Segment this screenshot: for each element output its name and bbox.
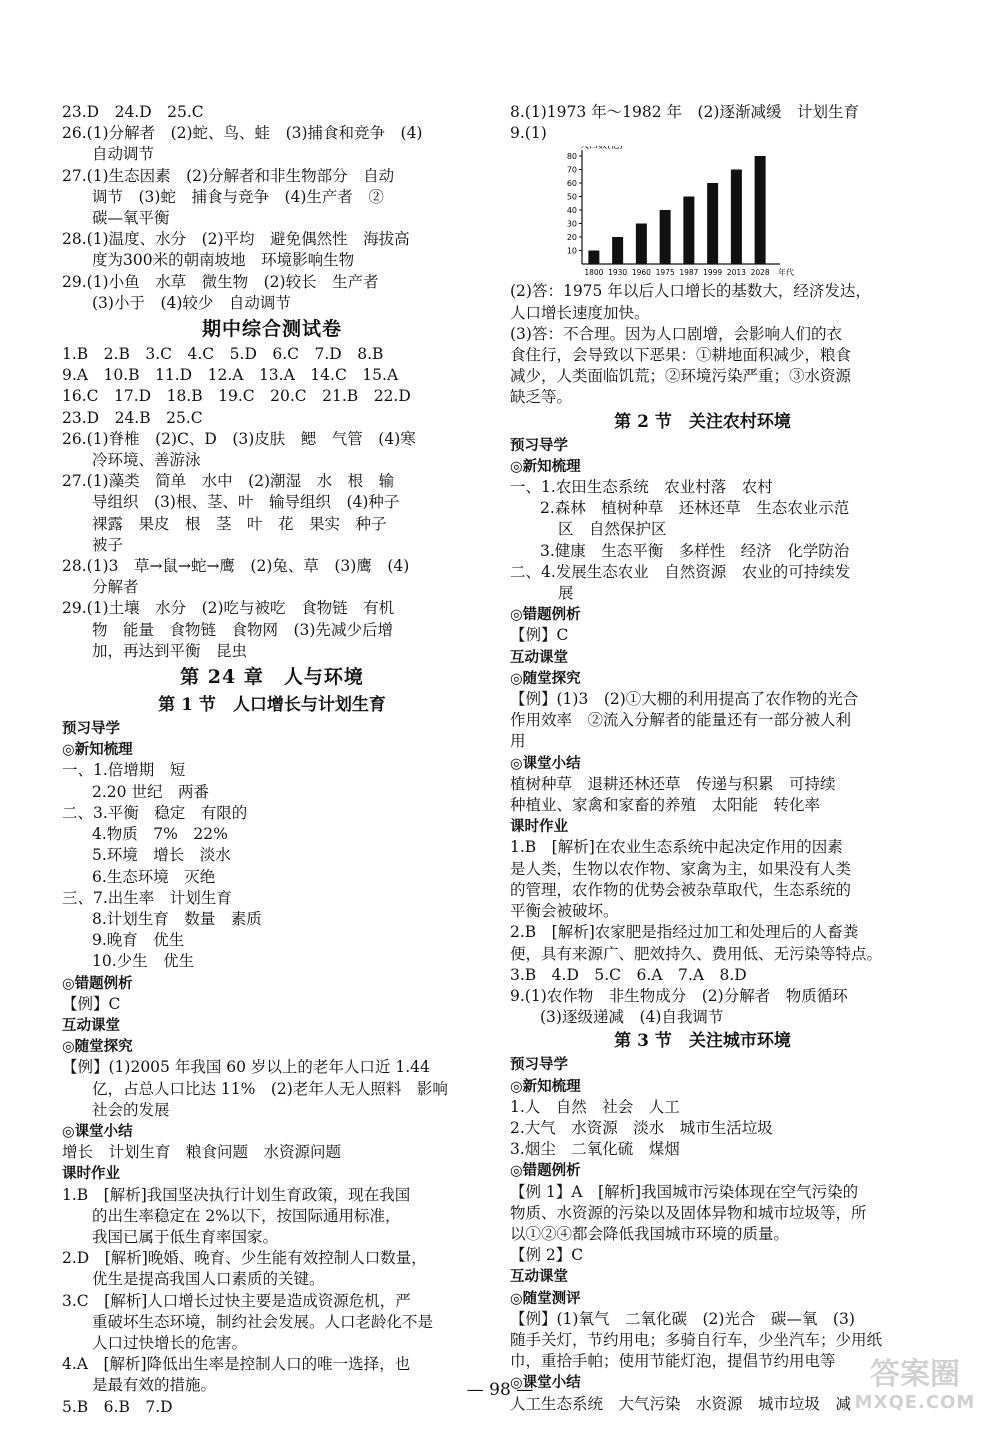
y-tick-label: 70	[566, 165, 577, 175]
answer-line: 巾，重拾手帕；使用节能灯泡，提倡节约用电等	[510, 1352, 836, 1371]
answer-line: 增长 计划生育 粮食问题 水资源问题	[62, 1143, 342, 1162]
x-tick-label: 2013	[726, 268, 746, 278]
answer-line: 人口增长速度加快。	[510, 303, 650, 322]
answer-line: 【例】C	[510, 626, 569, 645]
y-tick-label: 30	[566, 219, 577, 229]
answer-line: 23.D 24.D 25.C	[62, 103, 204, 121]
watermark-logo	[840, 1358, 990, 1414]
bar	[683, 197, 694, 265]
answer-continuation: 社会的发展	[92, 1100, 170, 1119]
answer-continuation: 是最有效的措施。	[92, 1376, 217, 1395]
answer-line: 9.(1)农作物 非生物成分 (2)分解者 物质循环	[510, 986, 848, 1005]
watermark-line2: MXQE.COM	[854, 1392, 976, 1413]
answer-line: 一、1.倍增期 短	[62, 761, 186, 780]
right-rest-block	[510, 281, 895, 1414]
x-tick-label: 1999	[703, 268, 723, 278]
answer-continuation: 导组织 (3)根、茎、叶 输导组织 (4)种子	[92, 493, 400, 512]
population-bar-chart	[540, 146, 795, 281]
subheading-label: 预习导学	[62, 720, 120, 738]
subheading-label: ◎错题例析	[62, 974, 133, 992]
answer-continuation: 亿，占总人口比达 11% (2)老年人无人照料 影响	[92, 1079, 448, 1098]
answer-continuation: 我国已属于低生育率国家。	[92, 1227, 279, 1246]
answer-continuation: 的出生率稳定在 2%以下，按国际通用标准，	[92, 1206, 401, 1225]
subheading-label: 互动课堂	[510, 1268, 568, 1286]
section-heading: 期中综合测试卷	[201, 318, 342, 341]
answer-continuation: 分解者	[92, 578, 139, 597]
x-tick-label: 1975	[655, 268, 675, 278]
answer-continuation: 优生是提高我国人口素质的关键。	[92, 1270, 325, 1289]
subsection-heading: 第 2 节 关注农村环境	[614, 411, 791, 432]
answer-line: 【例 2】C	[510, 1246, 584, 1265]
answer-line: 种植业、家禽和家畜的养殖 太阳能 转化率	[510, 796, 821, 815]
answer-line: 29.(1)土壤 水分 (2)吃与被吃 食物链 有机	[62, 599, 395, 618]
answer-subline: 8.计划生育 数量 素质	[92, 909, 262, 928]
answer-line: 4.A [解析]降低出生率是控制人口的唯一选择，也	[62, 1355, 411, 1374]
answer-line: 平衡会被破坏。	[510, 902, 619, 921]
x-tick-label: 1987	[679, 268, 699, 278]
answer-line: 5.B 6.B 7.D	[62, 1397, 173, 1416]
subheading-label: ◎随堂探究	[510, 669, 581, 687]
answer-line: 减少，人类面临饥荒；②环境污染严重；③水资源	[510, 367, 852, 386]
answer-line: 三、7.出生率 计划生育	[62, 888, 232, 907]
x-tick-label: 1960	[631, 268, 651, 278]
x-tick-label: 1930	[608, 268, 628, 278]
answer-continuation: 冷环境、善游泳	[92, 451, 201, 470]
answer-subline: 2.20 世纪 两番	[92, 782, 209, 801]
answer-line: 【例】(1)2005 年我国 60 岁以上的老年人口近 1.44	[62, 1058, 430, 1077]
left-column	[62, 102, 482, 1418]
answer-line: 植树种草 退耕还林还草 传递与积累 可持续	[510, 774, 836, 793]
subsection-heading: 第 1 节 人口增长与计划生育	[158, 695, 386, 716]
y-tick-label: 80	[566, 152, 577, 162]
y-tick-label: 50	[566, 192, 577, 202]
subheading-label: ◎随堂探究	[62, 1038, 133, 1056]
answer-line: 便，具有来源广、肥效持久、费用低、无污染等特点。	[510, 944, 883, 963]
answer-line: (2)答：1975 年以后人口增长的基数大，经济发达，	[510, 282, 871, 301]
answer-continuation: 人口过快增长的危害。	[92, 1333, 248, 1352]
answer-line: 2.大气 水资源 淡水 城市生活垃圾	[510, 1118, 773, 1137]
bar	[731, 170, 742, 265]
answer-line: 2.B [解析]农家肥是指经过加工和处理后的人畜粪	[510, 923, 859, 942]
answer-line: 28.(1)3 草→鼠→蛇→鹰 (2)兔、草 (3)鹰 (4)	[62, 557, 410, 576]
answer-line: 9.A 10.B 11.D 12.A 13.A 14.C 15.A	[62, 366, 399, 385]
subsection-heading: 第 3 节 关注城市环境	[614, 1031, 791, 1052]
answer-subline: 6.生态环境 灭绝	[92, 867, 216, 886]
subheading-label: ◎错题例析	[510, 606, 581, 624]
section-heading: 第 24 章 人与环境	[180, 666, 364, 689]
y-tick-label: 60	[566, 179, 577, 189]
bar	[588, 251, 599, 265]
answer-line: 是人类，生物以农作物、家禽为主，如果没有人类	[510, 859, 852, 878]
answer-line: (3)答：不合理。因为人口剧增，会影响人们的衣	[510, 324, 842, 343]
bar	[612, 237, 623, 264]
bar	[707, 183, 718, 264]
answer-line: 9.(1)	[510, 124, 547, 143]
subheading-label: 预习导学	[510, 436, 568, 454]
answer-line: 23.D 24.B 25.C	[62, 408, 203, 427]
answer-line: 1.B 2.B 3.C 4.C 5.D 6.C 7.D 8.B	[62, 345, 384, 364]
subheading-label: ◎新知梳理	[510, 457, 581, 475]
answer-continuation: 物 能量 食物链 食物网 (3)先减少后增	[92, 620, 393, 639]
answer-continuation: 加，再达到平衡 昆虫	[92, 641, 248, 660]
bar	[755, 156, 766, 264]
page-number: — 98 —	[466, 1380, 534, 1400]
x-tick-label: 1800	[584, 268, 604, 278]
y-axis-label: 人口数(亿)	[580, 146, 624, 152]
answer-line: 以①②④都会降低我国城市环境的质量。	[510, 1224, 790, 1243]
answer-line: 3.B 4.D 5.C 6.A 7.A 8.D	[510, 965, 747, 984]
answer-line: 1.B [解析]我国坚决执行计划生育政策，现在我国	[62, 1185, 411, 1204]
subheading-label: ◎课堂小结	[510, 1374, 581, 1392]
answer-continuation: 被子	[92, 535, 124, 554]
answer-continuation: 重破坏生态环境，制约社会发展。人口老龄化不是	[92, 1312, 434, 1331]
answer-line: 人工生态系统 大气污染 水资源 城市垃圾 减	[510, 1394, 852, 1413]
answer-subline: 5.环境 增长 淡水	[92, 846, 231, 865]
answer-line: 8.(1)1973 年～1982 年 (2)逐渐减缓 计划生育	[510, 103, 859, 121]
y-tick-label: 40	[566, 206, 577, 216]
answer-continuation: (3)小于 (4)较少 自动调节	[92, 293, 291, 312]
answer-continuation: 裸露 果皮 根 茎 叶 花 果实 种子	[92, 514, 387, 533]
right-column	[510, 102, 895, 1415]
answer-continuation: 度为300米的朝南坡地 环境影响生物	[92, 251, 355, 270]
bar	[660, 210, 671, 264]
answer-subline: 展	[558, 584, 574, 603]
answer-line: 27.(1)生态因素 (2)分解者和非生物部分 自动	[62, 166, 395, 185]
subheading-label: ◎错题例析	[510, 1162, 581, 1180]
answer-subline: 10.少生 优生	[92, 952, 195, 971]
answer-line: 1.B [解析]在农业生态系统中起决定作用的因素	[510, 838, 843, 857]
answer-line: 2.D [解析]晚婚、晚育、少生能有效控制人口数量，	[62, 1249, 427, 1268]
answer-line: 二、4.发展生态农业 自然资源 农业的可持续发	[510, 562, 851, 581]
answer-line: 27.(1)藻类 简单 水中 (2)潮湿 水 根 输	[62, 472, 395, 491]
answer-line: 3.烟尘 二氧化硫 煤烟	[510, 1140, 680, 1159]
x-axis-label: 年代	[778, 268, 794, 278]
answer-line: 1.人 自然 社会 人工	[510, 1097, 680, 1116]
answer-continuation: 调节 (3)蛇 捕食与竞争 (4)生产者 ②	[92, 187, 384, 206]
watermark-line1: 答案圈	[870, 1357, 960, 1392]
answer-line: 【例】(1)氧气 二氧化碳 (2)光合 碳—氧 (3)	[510, 1309, 855, 1328]
answer-subline: 2.森林 植树种草 还林还草 生态农业示范	[540, 499, 850, 518]
answer-line: 用	[510, 732, 526, 751]
answer-continuation: 自动调节	[92, 145, 155, 164]
answer-line: 29.(1)小鱼 水草 微生物 (2)较长 生产者	[62, 272, 379, 291]
answer-line: 【例 1】A [解析]我国城市污染体现在空气污染的	[510, 1182, 859, 1201]
answer-continuation: 碳—氧平衡	[92, 209, 170, 228]
right-top-block	[510, 102, 895, 144]
answer-subline: 4.物质 7% 22%	[92, 825, 228, 844]
answer-line: 一、1.农田生态系统 农业村落 农村	[510, 478, 773, 497]
answer-line: 【例】(1)3 (2)①大棚的利用提高了农作物的光合	[510, 690, 859, 709]
answer-line: 3.C [解析]人口增长过快主要是造成资源危机，严	[62, 1291, 411, 1310]
answer-line: 二、3.平衡 稳定 有限的	[62, 803, 248, 822]
answer-line: 作用效率 ②流入分解者的能量还有一部分被人利	[510, 711, 852, 730]
subheading-label: ◎课堂小结	[62, 1122, 133, 1140]
answer-line: 缺乏等。	[510, 388, 573, 407]
answer-subline: 区 自然保护区	[558, 520, 667, 539]
answer-line: 26.(1)脊椎 (2)C、D (3)皮肤 鳃 气管 (4)寒	[62, 429, 416, 448]
chart-svg	[540, 146, 795, 281]
subheading-label: 预习导学	[510, 1056, 568, 1074]
subheading-label: 课时作业	[510, 818, 568, 836]
answer-line: 的管理，农作物的优势会被杂草取代，生态系统的	[510, 880, 852, 899]
subheading-label: 互动课堂	[62, 1016, 120, 1034]
answer-line: 26.(1)分解者 (2)蛇、鸟、蛙 (3)捕食和竞争 (4)	[62, 124, 423, 143]
subheading-label: ◎新知梳理	[62, 741, 133, 759]
bar	[636, 224, 647, 265]
answer-line: 物质、水资源的污染以及固体异物和城市垃圾等，所	[510, 1203, 867, 1222]
answer-line: 【例】C	[62, 994, 121, 1013]
subheading-label: 课时作业	[62, 1165, 120, 1183]
answer-subline: 9.晚育 优生	[92, 931, 185, 950]
subheading-label: ◎课堂小结	[510, 754, 581, 772]
answer-subline: 3.健康 生态平衡 多样性 经济 化学防治	[540, 541, 850, 560]
subheading-label: ◎随堂测评	[510, 1289, 581, 1307]
subheading-label: ◎新知梳理	[510, 1077, 581, 1095]
y-tick-label: 20	[566, 233, 577, 243]
answer-subline: (3)逐级递减 (4)自我调节	[540, 1008, 724, 1027]
subheading-label: 互动课堂	[510, 648, 568, 666]
answer-line: 随手关灯，节约用电；多骑自行车，少坐汽车；少用纸	[510, 1330, 883, 1349]
answer-line: 食住行，会导致以下恶果：①耕地面积减少，粮食	[510, 346, 852, 365]
answer-line: 16.C 17.D 18.B 19.C 20.C 21.B 22.D	[62, 387, 411, 406]
x-tick-label: 2028	[750, 268, 770, 278]
y-tick-label: 10	[566, 246, 577, 256]
answer-line: 28.(1)温度、水分 (2)平均 避免偶然性 海拔高	[62, 230, 410, 249]
